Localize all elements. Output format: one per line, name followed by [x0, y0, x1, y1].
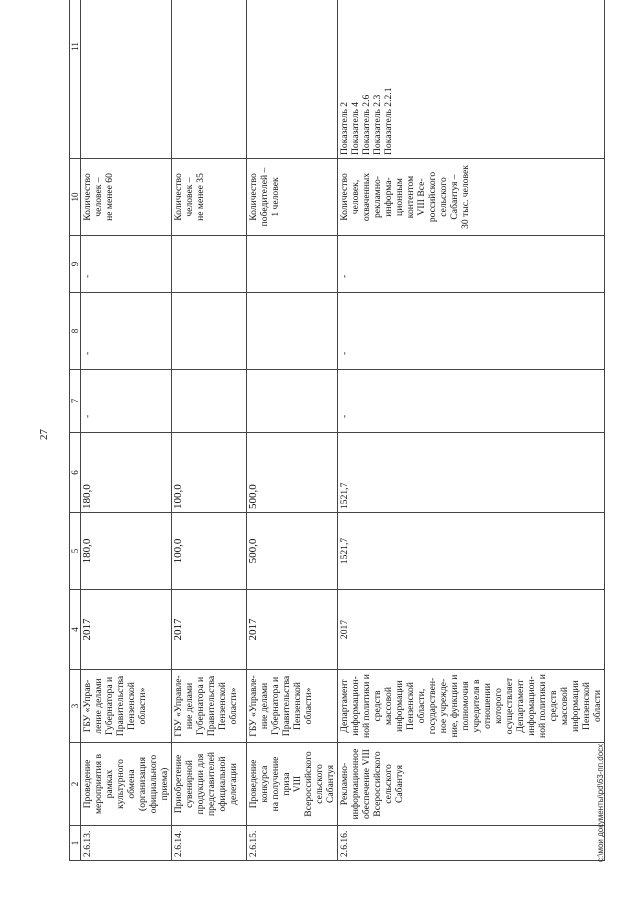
amount-total: 1521,7	[338, 513, 605, 590]
column-header: 8	[70, 293, 81, 370]
amount-col-8: -	[338, 293, 605, 370]
column-header: 1	[70, 826, 81, 861]
executor: ГБУ «Управ- ление делами Губернатора и Правительства Пензенской области»	[81, 670, 172, 743]
row-number: 2.6.14.	[172, 826, 247, 861]
file-path-footer: c:\мои документы\pd\63-пп.docx	[596, 743, 605, 862]
indicator-value: Количество победителей – 1 человек	[247, 159, 338, 236]
page-number: 27	[38, 429, 50, 440]
column-header: 6	[70, 433, 81, 513]
table-row	[338, 0, 605, 861]
table-row	[247, 0, 338, 861]
activity-name: Проведение мероприятия в рамках культурного обмена (организация официального приема)	[81, 743, 172, 826]
year: 2017	[172, 590, 247, 670]
amount-col-8	[247, 293, 338, 370]
activity-name: Проведение конкурса на получение приза VIII Всероссийского сельского Сабантуя	[247, 743, 338, 826]
column-header: 9	[70, 236, 81, 293]
column-number-row	[70, 0, 81, 861]
executor: Департамент информацион- ной политики и средств массовой информации Пензенской области, государствен- ное учрежде- ние, функции и полномочия учредителя в отношении которого осуществляет Департамент информацион- ной политики и средств массовой информации Пензенской области	[338, 670, 605, 743]
column-header: 5	[70, 513, 81, 590]
activity-name: Приобретение сувенирной продукции для представителей официальной делегации	[172, 743, 247, 826]
indicator-value: Количество человек, охваченных рекламно- информа- ционным контентом VIII Все- российского сельского Сабантуя – 30 тыс. человек	[338, 159, 605, 236]
column-header: 11	[70, 0, 81, 159]
year: 2017	[247, 590, 338, 670]
activity-name: Рекламно- информационное обеспечение VIII Всероссийского сельского Сабантуя	[338, 743, 605, 826]
amount-regional: 180,0	[81, 433, 172, 513]
amount-col-7: -	[81, 370, 172, 433]
row-number: 2.6.13.	[81, 826, 172, 861]
indicator-link: Показатель 2 Показатель 4 Показатель 2.6 Показатель 2.3 Показатель 2.2.1	[338, 0, 605, 159]
table-row	[172, 0, 247, 861]
amount-regional: 100,0	[172, 433, 247, 513]
amount-col-8	[172, 293, 247, 370]
year: 2017	[338, 590, 605, 670]
amount-col-9	[172, 236, 247, 293]
executor: ГБУ «Управле- ние делами Губернатора и Правительства Пензенской области»	[247, 670, 338, 743]
column-header: 10	[70, 159, 81, 236]
indicator-link	[172, 0, 247, 159]
amount-col-8: -	[81, 293, 172, 370]
activity-table	[69, 0, 605, 861]
column-header: 7	[70, 370, 81, 433]
indicator-link	[81, 0, 172, 159]
row-number: 2.6.15.	[247, 826, 338, 861]
amount-col-9: -	[81, 236, 172, 293]
indicator-value: Количество человек – не менее 60	[81, 159, 172, 236]
amount-regional: 1521,7	[338, 433, 605, 513]
table-row	[81, 0, 172, 861]
amount-col-9: -	[338, 236, 605, 293]
column-header: 4	[70, 590, 81, 670]
amount-col-7: -	[338, 370, 605, 433]
year: 2017	[81, 590, 172, 670]
indicator-link	[247, 0, 338, 159]
indicator-value: Количество человек – не менее 35	[172, 159, 247, 236]
amount-total: 180,0	[81, 513, 172, 590]
amount-col-7	[247, 370, 338, 433]
column-header: 2	[70, 743, 81, 826]
amount-col-9	[247, 236, 338, 293]
amount-col-7	[172, 370, 247, 433]
amount-total: 100,0	[172, 513, 247, 590]
amount-regional: 500,0	[247, 433, 338, 513]
executor: ГБУ «Управле- ние делами Губернатора и Правительства Пензенской области»	[172, 670, 247, 743]
amount-total: 500,0	[247, 513, 338, 590]
column-header: 3	[70, 670, 81, 743]
row-number: 2.6.16.	[338, 826, 605, 861]
